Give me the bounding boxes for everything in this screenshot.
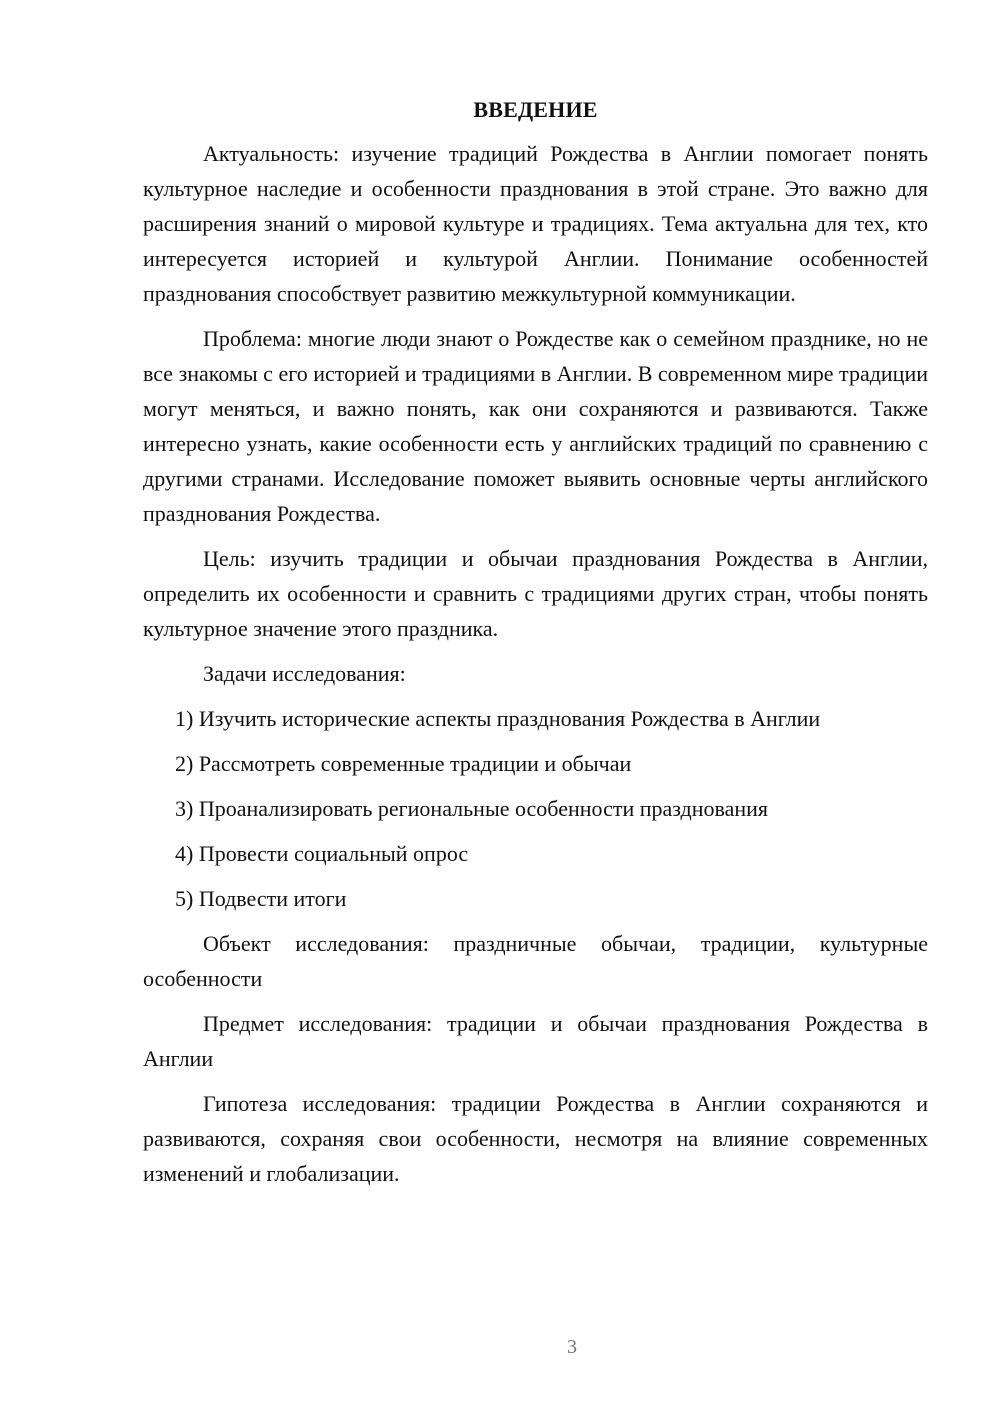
- task-item-1: 1) Изучить исторические аспекты празднования Рождества в Англии: [175, 706, 821, 731]
- page-number: 3: [567, 1336, 577, 1358]
- subject-paragraph: Предмет исследования: традиции и обычаи празднования Рождества в Англии: [143, 1011, 928, 1071]
- goal-paragraph: Цель: изучить традиции и обычаи празднования Рождества в Англии, определить их особенности и сравнить с традициями других стран, чтобы понять культурное значение этого праздника.: [143, 546, 928, 641]
- task-item-2: 2) Рассмотреть современные традиции и обычаи: [175, 751, 632, 776]
- task-item-4: 4) Провести социальный опрос: [175, 841, 469, 866]
- task-item-3: 3) Проанализировать региональные особенности празднования: [175, 796, 769, 821]
- page-content: [143, 92, 928, 1201]
- section-title: ВВЕДЕНИЕ: [473, 97, 598, 122]
- relevance-paragraph: Актуальность: изучение традиций Рождества в Англии помогает понять культурное наследие и особенности празднования в этой стране. Это важно для расширения знаний о мировой культуре и традициях. Тема актуальна для тех, кто интересуется историей и культурой Англии. Понимание особенностей празднования способствует развитию межкультурной коммуникации.: [143, 141, 928, 306]
- tasks-heading: Задачи исследования:: [203, 661, 406, 686]
- problem-paragraph: Проблема: многие люди знают о Рождестве как о семейном празднике, но не все знакомы с его историей и традициями в Англии. В современном мире традиции могут меняться, и важно понять, как они сохраняются и развиваются. Также интересно узнать, какие особенности есть у английских традиций по сравнению с другими странами. Исследование поможет выявить основные черты английского празднования Рождества.: [143, 326, 928, 526]
- task-item-5: 5) Подвести итоги: [175, 886, 347, 911]
- hypothesis-paragraph: Гипотеза исследования: традиции Рождества в Англии сохраняются и развиваются, сохраняя свои особенности, несмотря на влияние современных изменений и глобализации.: [143, 1091, 928, 1186]
- object-paragraph: Объект исследования: праздничные обычаи, традиции, культурные особенности: [143, 931, 928, 991]
- tasks-list: [143, 701, 928, 916]
